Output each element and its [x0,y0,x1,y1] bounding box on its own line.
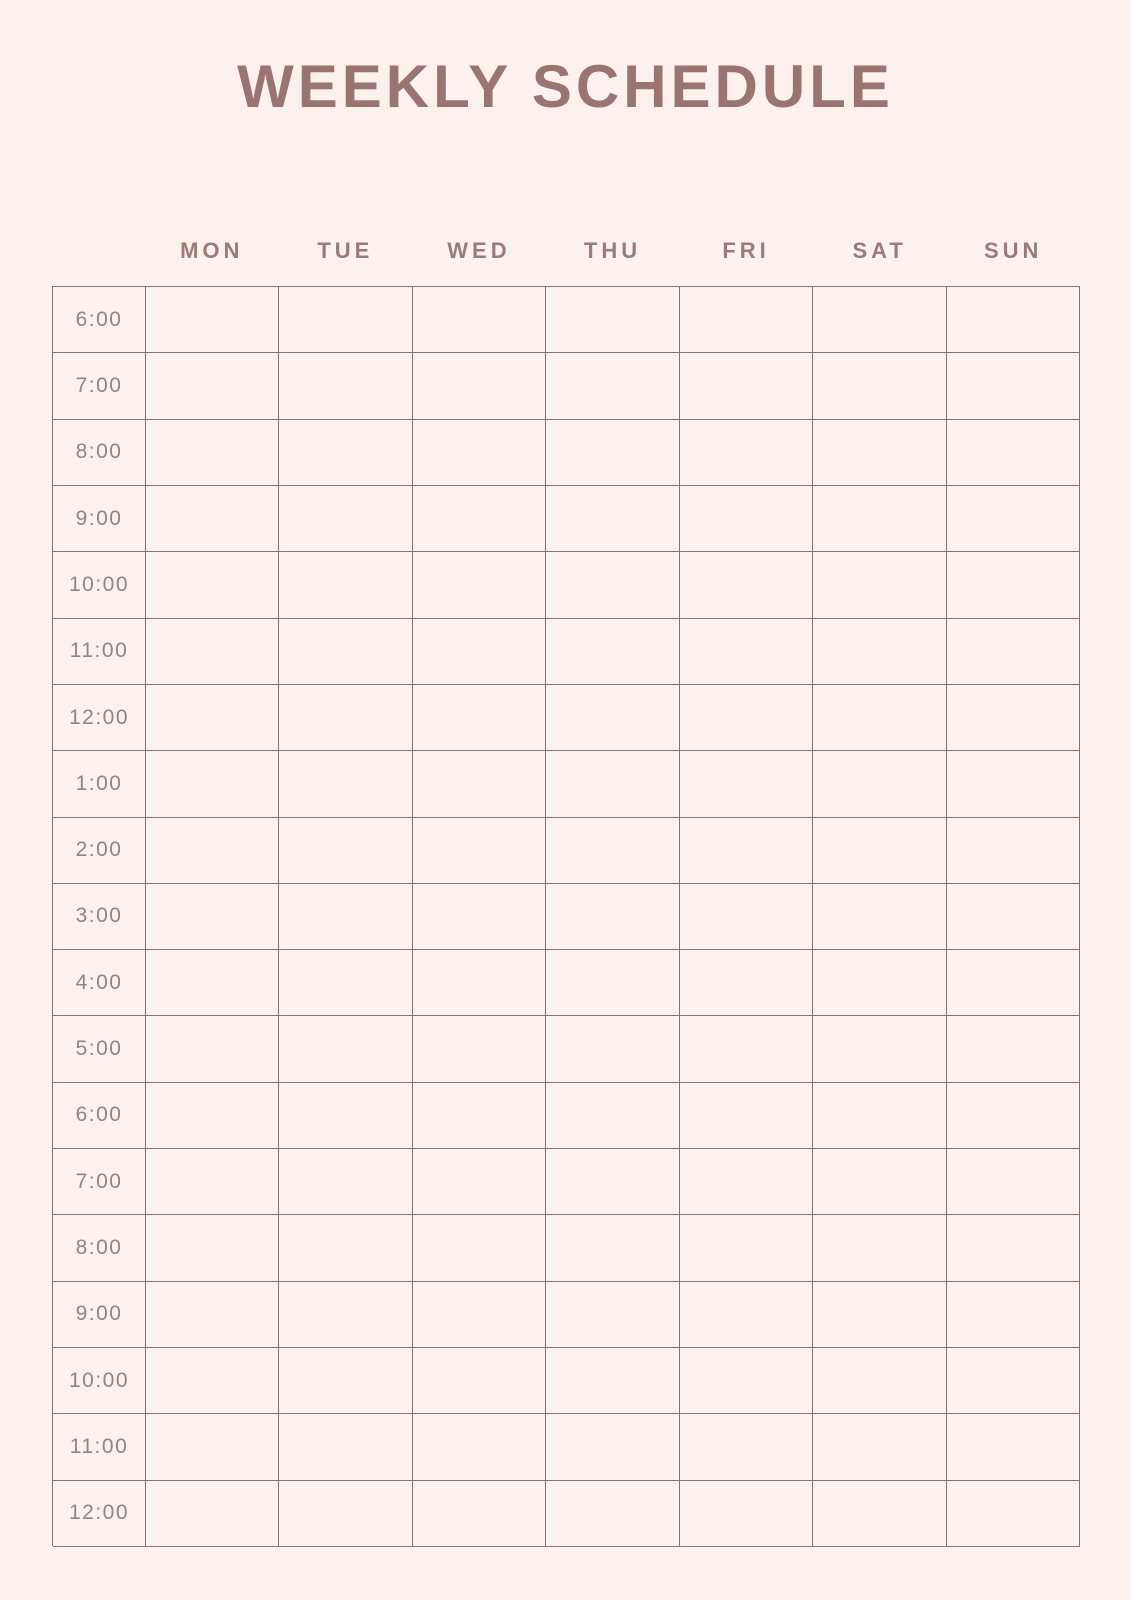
schedule-cell-mon-r8[interactable] [146,818,279,884]
schedule-cell-wed-r7[interactable] [413,751,546,817]
time-label-r11: 5:00 [53,1016,146,1082]
schedule-cell-sat-r7[interactable] [813,751,946,817]
schedule-cell-mon-r9[interactable] [146,884,279,950]
schedule-cell-wed-r2[interactable] [413,420,546,486]
schedule-cell-sat-r18[interactable] [813,1481,946,1547]
time-label-r5: 11:00 [53,619,146,685]
schedule-cell-tue-r16[interactable] [279,1348,412,1414]
schedule-cell-fri-r6[interactable] [680,685,813,751]
day-header-wed: WED [447,238,511,263]
schedule-cell-tue-r6[interactable] [279,685,412,751]
schedule-cell-mon-r1[interactable] [146,353,279,419]
schedule-cell-fri-r7[interactable] [680,751,813,817]
schedule-cell-wed-r17[interactable] [413,1414,546,1480]
schedule-cell-tue-r5[interactable] [279,619,412,685]
schedule-cell-fri-r1[interactable] [680,353,813,419]
schedule-cell-sun-r3[interactable] [947,486,1080,552]
schedule-cell-wed-r1[interactable] [413,353,546,419]
schedule-cell-thu-r17[interactable] [546,1414,679,1480]
schedule-cell-fri-r12[interactable] [680,1083,813,1149]
schedule-cell-sun-r0[interactable] [947,287,1080,353]
schedule-cell-sat-r4[interactable] [813,552,946,618]
schedule-cell-wed-r6[interactable] [413,685,546,751]
schedule-cell-fri-r4[interactable] [680,552,813,618]
schedule-cell-sun-r18[interactable] [947,1481,1080,1547]
day-header-tue: TUE [317,238,374,263]
time-label-r12: 6:00 [53,1083,146,1149]
schedule-cell-thu-r2[interactable] [546,420,679,486]
schedule-cell-sun-r16[interactable] [947,1348,1080,1414]
schedule-cell-mon-r16[interactable] [146,1348,279,1414]
schedule-cell-wed-r0[interactable] [413,287,546,353]
schedule-cell-sat-r14[interactable] [813,1215,946,1281]
schedule-cell-sun-r10[interactable] [947,950,1080,1016]
day-header-spacer [52,240,145,262]
schedule-cell-mon-r3[interactable] [146,486,279,552]
time-label-r13: 7:00 [53,1149,146,1215]
time-label-r17: 11:00 [53,1414,146,1480]
time-label-r8: 2:00 [53,818,146,884]
schedule-cell-thu-r6[interactable] [546,685,679,751]
schedule-cell-fri-r3[interactable] [680,486,813,552]
schedule-cell-tue-r13[interactable] [279,1149,412,1215]
day-header-fri: FRI [722,238,770,263]
schedule-cell-tue-r18[interactable] [279,1481,412,1547]
schedule-cell-thu-r5[interactable] [546,619,679,685]
schedule-cell-thu-r0[interactable] [546,287,679,353]
schedule-cell-wed-r10[interactable] [413,950,546,1016]
schedule-cell-fri-r17[interactable] [680,1414,813,1480]
schedule-cell-tue-r10[interactable] [279,950,412,1016]
time-label-r1: 7:00 [53,353,146,419]
schedule-cell-sat-r0[interactable] [813,287,946,353]
schedule-cell-fri-r0[interactable] [680,287,813,353]
schedule-cell-fri-r15[interactable] [680,1282,813,1348]
schedule-cell-tue-r12[interactable] [279,1083,412,1149]
schedule-cell-fri-r8[interactable] [680,818,813,884]
day-header-thu: THU [583,238,642,263]
schedule-cell-tue-r7[interactable] [279,751,412,817]
schedule-cell-sat-r13[interactable] [813,1149,946,1215]
schedule-cell-mon-r0[interactable] [146,287,279,353]
schedule-cell-tue-r3[interactable] [279,486,412,552]
time-label-r7: 1:00 [53,751,146,817]
schedule-cell-sat-r17[interactable] [813,1414,946,1480]
schedule-cell-mon-r13[interactable] [146,1149,279,1215]
schedule-cell-thu-r10[interactable] [546,950,679,1016]
schedule-grid [52,286,1080,1546]
schedule-cell-mon-r2[interactable] [146,420,279,486]
schedule-cell-tue-r9[interactable] [279,884,412,950]
schedule-cell-sun-r5[interactable] [947,619,1080,685]
schedule-cell-sun-r13[interactable] [947,1149,1080,1215]
schedule-cell-sun-r15[interactable] [947,1282,1080,1348]
schedule-cell-thu-r7[interactable] [546,751,679,817]
schedule-cell-wed-r4[interactable] [413,552,546,618]
schedule-cell-sun-r6[interactable] [947,685,1080,751]
schedule-cell-sun-r4[interactable] [947,552,1080,618]
schedule-cell-sun-r9[interactable] [947,884,1080,950]
schedule-cell-thu-r15[interactable] [546,1282,679,1348]
schedule-cell-tue-r4[interactable] [279,552,412,618]
schedule-cell-mon-r7[interactable] [146,751,279,817]
schedule-cell-sat-r16[interactable] [813,1348,946,1414]
schedule-cell-mon-r10[interactable] [146,950,279,1016]
time-label-r4: 10:00 [53,552,146,618]
schedule-cell-wed-r9[interactable] [413,884,546,950]
schedule-cell-thu-r18[interactable] [546,1481,679,1547]
schedule-cell-sat-r2[interactable] [813,420,946,486]
schedule-cell-wed-r12[interactable] [413,1083,546,1149]
schedule-cell-fri-r10[interactable] [680,950,813,1016]
schedule-cell-mon-r15[interactable] [146,1282,279,1348]
schedule-cell-tue-r11[interactable] [279,1016,412,1082]
schedule-cell-tue-r17[interactable] [279,1414,412,1480]
schedule-cell-sat-r12[interactable] [813,1083,946,1149]
time-label-r10: 4:00 [53,950,146,1016]
schedule-cell-wed-r16[interactable] [413,1348,546,1414]
schedule-cell-sat-r9[interactable] [813,884,946,950]
schedule-cell-mon-r5[interactable] [146,619,279,685]
schedule-cell-wed-r3[interactable] [413,486,546,552]
time-label-r3: 9:00 [53,486,146,552]
schedule-cell-fri-r2[interactable] [680,420,813,486]
schedule-cell-mon-r18[interactable] [146,1481,279,1547]
schedule-cell-tue-r14[interactable] [279,1215,412,1281]
schedule-cell-thu-r16[interactable] [546,1348,679,1414]
day-header-mon: MON [180,238,244,263]
schedule-cell-mon-r6[interactable] [146,685,279,751]
time-label-r9: 3:00 [53,884,146,950]
schedule-cell-sat-r5[interactable] [813,619,946,685]
day-header-sat: SAT [852,238,907,263]
schedule-cell-fri-r16[interactable] [680,1348,813,1414]
schedule-cell-wed-r8[interactable] [413,818,546,884]
schedule-cell-fri-r5[interactable] [680,619,813,685]
schedule-cell-thu-r13[interactable] [546,1149,679,1215]
schedule-cell-fri-r14[interactable] [680,1215,813,1281]
schedule-cell-thu-r9[interactable] [546,884,679,950]
schedule-cell-tue-r2[interactable] [279,420,412,486]
schedule-cell-sun-r2[interactable] [947,420,1080,486]
schedule-cell-sat-r15[interactable] [813,1282,946,1348]
schedule-cell-wed-r18[interactable] [413,1481,546,1547]
schedule-cell-sun-r1[interactable] [947,353,1080,419]
schedule-cell-thu-r3[interactable] [546,486,679,552]
schedule-cell-tue-r0[interactable] [279,287,412,353]
schedule-cell-thu-r11[interactable] [546,1016,679,1082]
time-label-r16: 10:00 [53,1348,146,1414]
schedule-cell-fri-r18[interactable] [680,1481,813,1547]
page-title: WEEKLY SCHEDULE [237,53,894,120]
schedule-cell-thu-r14[interactable] [546,1215,679,1281]
schedule-cell-tue-r1[interactable] [279,353,412,419]
schedule-cell-thu-r1[interactable] [546,353,679,419]
day-header-sun: SUN [983,238,1043,263]
schedule-cell-tue-r8[interactable] [279,818,412,884]
schedule-cell-sat-r8[interactable] [813,818,946,884]
schedule-cell-fri-r13[interactable] [680,1149,813,1215]
time-label-r2: 8:00 [53,420,146,486]
schedule-cell-wed-r13[interactable] [413,1149,546,1215]
time-label-r0: 6:00 [53,287,146,353]
schedule-cell-fri-r9[interactable] [680,884,813,950]
time-label-r18: 12:00 [53,1481,146,1547]
schedule-cell-sat-r11[interactable] [813,1016,946,1082]
time-label-r14: 8:00 [53,1215,146,1281]
schedule-cell-mon-r11[interactable] [146,1016,279,1082]
schedule-cell-wed-r14[interactable] [413,1215,546,1281]
schedule-cell-mon-r4[interactable] [146,552,279,618]
schedule-cell-sat-r3[interactable] [813,486,946,552]
schedule-cell-mon-r14[interactable] [146,1215,279,1281]
schedule-cell-sun-r11[interactable] [947,1016,1080,1082]
time-label-r6: 12:00 [53,685,146,751]
schedule-cell-sun-r8[interactable] [947,818,1080,884]
schedule-cell-sat-r6[interactable] [813,685,946,751]
schedule-cell-thu-r12[interactable] [546,1083,679,1149]
schedule-cell-tue-r15[interactable] [279,1282,412,1348]
schedule-cell-sun-r7[interactable] [947,751,1080,817]
schedule-cell-sun-r12[interactable] [947,1083,1080,1149]
schedule-cell-sat-r1[interactable] [813,353,946,419]
schedule-cell-mon-r17[interactable] [146,1414,279,1480]
schedule-cell-sat-r10[interactable] [813,950,946,1016]
schedule-cell-mon-r12[interactable] [146,1083,279,1149]
schedule-cell-fri-r11[interactable] [680,1016,813,1082]
schedule-cell-sun-r14[interactable] [947,1215,1080,1281]
schedule-cell-wed-r11[interactable] [413,1016,546,1082]
schedule-cell-wed-r15[interactable] [413,1282,546,1348]
schedule-cell-wed-r5[interactable] [413,619,546,685]
time-label-r15: 9:00 [53,1282,146,1348]
schedule-cell-thu-r4[interactable] [546,552,679,618]
day-header-row [52,240,1080,262]
schedule-cell-sun-r17[interactable] [947,1414,1080,1480]
schedule-cell-thu-r8[interactable] [546,818,679,884]
